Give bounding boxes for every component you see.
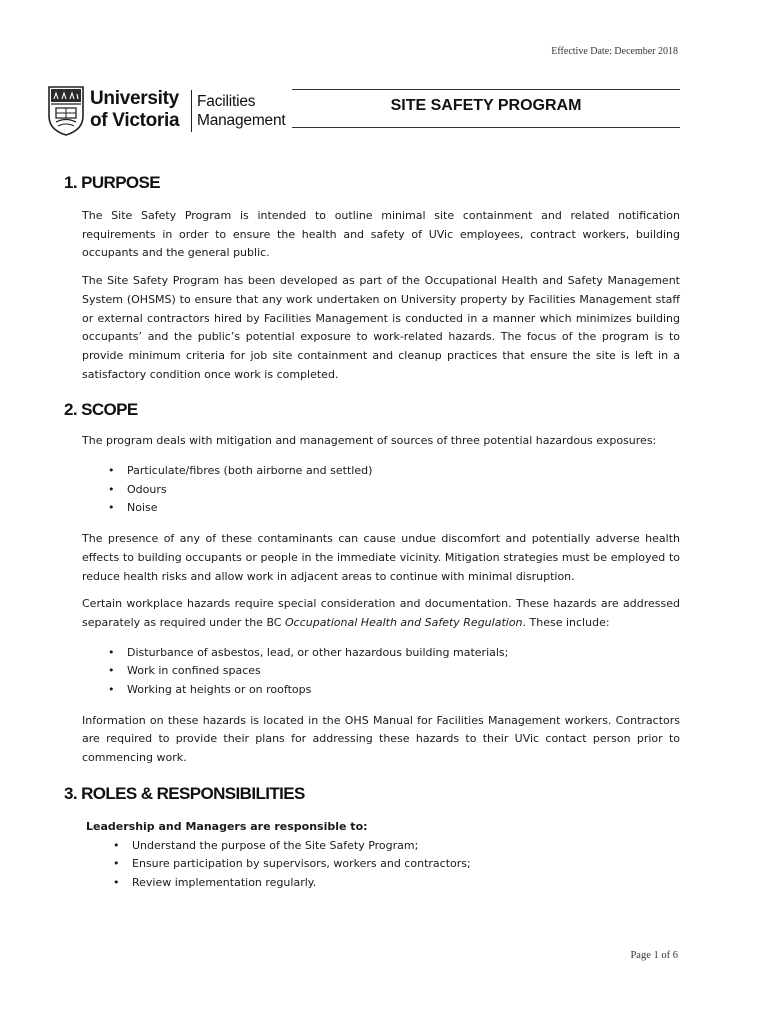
hazard-list: [64, 644, 680, 700]
list-item: • Ensure participation by supervisors, workers and contractors;: [113, 855, 680, 874]
certain-text-a: Certain workplace hazards require special consideration and documentation. These hazards are addressed separately as required under the BC: [82, 597, 680, 629]
regulation-title: Occupational Health and Safety Regulation: [284, 615, 523, 629]
title-rule-bottom: [292, 127, 680, 128]
list-item: • Working at heights or on rooftops: [108, 681, 680, 700]
list-item: • Particulate/fibres (both airborne and settled): [108, 462, 680, 481]
exposure-list: [64, 462, 680, 518]
certain-text-b: . These include:: [522, 615, 610, 629]
effective-date: Effective Date: December 2018: [551, 46, 678, 57]
list-item: • Disturbance of asbestos, lead, or other hazardous building materials;: [108, 644, 680, 663]
section-scope: [64, 398, 680, 768]
page-number: Page 1 of 6: [630, 950, 678, 961]
roles-list: [64, 837, 680, 893]
university-name: [90, 88, 179, 132]
uvic-fm-logo: [48, 86, 288, 138]
section-purpose: [64, 171, 680, 384]
uvic-shield-icon: [48, 86, 84, 136]
list-item: • Noise: [108, 499, 680, 518]
section-heading-roles: 3. ROLES & RESPONSIBILITIES: [64, 783, 305, 803]
purpose-paragraph-2: The Site Safety Program has been developed as part of the Occupational Health and Safety Management System (OHSMS) to ensure that any work undertaken on University property by Facilities Management staff or external contractors hired by Facilities Management is conducted in a manner which minimizes building occupants’ and the public’s potential exposure to work-related hazards. The focus of the program is to provide minimum criteria for job site containment and cleanup practices that ensure the site is left in a satisfactory condition once work is completed.: [82, 274, 680, 381]
title-rule-top: [292, 89, 680, 90]
section-roles: [64, 782, 680, 893]
department-line-2: Management: [197, 112, 286, 129]
document-body: [64, 171, 680, 903]
purpose-paragraph-1: The Site Safety Program is intended to outline minimal site containment and related notification requirements in order to ensure the health and safety of UVic employees, contract workers, building occupants and the general public.: [82, 209, 680, 260]
document-title: SITE SAFETY PROGRAM: [390, 97, 582, 114]
section-heading-purpose: 1. PURPOSE: [64, 173, 161, 192]
roles-lead: Leadership and Managers are responsible to:: [86, 819, 368, 833]
scope-info-paragraph: Information on these hazards is located in the OHS Manual for Facilities Management workers. Contractors are required to provide their plans for addressing these hazards to their UVic contact person prior to commencing work.: [82, 713, 680, 765]
list-item: • Work in confined spaces: [108, 662, 680, 681]
university-line-1: University: [90, 88, 179, 109]
list-item: • Odours: [108, 481, 680, 500]
list-item: • Review implementation regularly.: [113, 874, 680, 893]
list-item: • Understand the purpose of the Site Safety Program;: [113, 837, 680, 856]
logo-divider: [191, 90, 192, 132]
scope-certain-paragraph: [64, 595, 680, 632]
scope-intro: The program deals with mitigation and management of sources of three potential hazardous exposures:: [82, 434, 657, 448]
university-line-2: of Victoria: [90, 110, 180, 131]
department-name: [197, 92, 285, 130]
section-heading-scope: 2. SCOPE: [64, 400, 138, 420]
scope-presence-paragraph: The presence of any of these contaminants can cause undue discomfort and potentially adverse health effects to building occupants or people in the immediate vicinity. Mitigation strategies must be employed to reduce health risks and allow work in adjacent areas to continue with minimal disruption.: [82, 532, 680, 583]
department-line-1: Facilities: [197, 93, 256, 110]
